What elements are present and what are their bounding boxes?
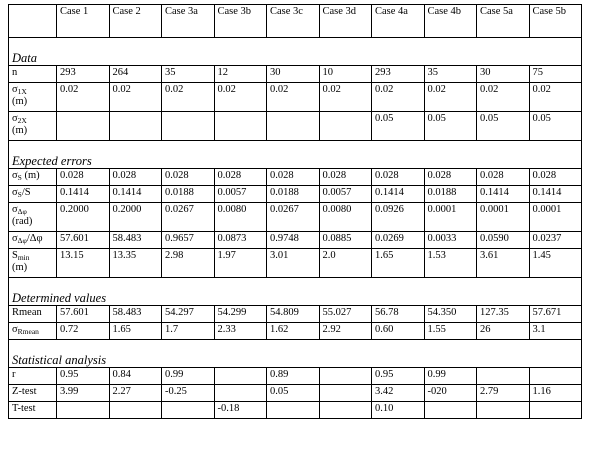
table-row (9, 385, 582, 402)
table-cell: 0.0885 (319, 232, 372, 249)
section-header-row (9, 141, 582, 169)
table-cell (267, 112, 320, 141)
table-cell: 0.95 (372, 368, 425, 385)
row-label-symbol: σ (12, 233, 18, 244)
table-row (9, 83, 582, 112)
row-label-symbol: Z-test (12, 386, 37, 397)
table-cell (477, 368, 530, 385)
table-cell: 0.028 (372, 169, 425, 186)
table-cell: 2.0 (319, 249, 372, 278)
row-label-unit: (m) (12, 96, 28, 107)
table-cell: 0.028 (109, 169, 162, 186)
row-label (9, 186, 57, 203)
row-label-suffix: (m) (21, 170, 40, 181)
table-row (9, 368, 582, 385)
table-cell: 57.601 (57, 232, 110, 249)
table-cell: 0.99 (424, 368, 477, 385)
table-cell: 58.483 (109, 232, 162, 249)
row-label-symbol: r (12, 369, 16, 380)
row-label-unit: (m) (12, 262, 28, 273)
table-row (9, 112, 582, 141)
table-cell: 0.02 (319, 83, 372, 112)
table-cell: 75 (529, 66, 582, 83)
row-label-symbol: S (12, 250, 18, 261)
section-title: Statistical analysis (9, 340, 582, 368)
table-cell: 1.62 (267, 323, 320, 340)
table-cell: 0.02 (162, 83, 215, 112)
column-header: Case 3c (267, 5, 320, 38)
table-cell: 3.01 (267, 249, 320, 278)
table-cell: 3.1 (529, 323, 582, 340)
table-cell: 35 (162, 66, 215, 83)
row-label (9, 385, 57, 402)
column-header: Case 3b (214, 5, 267, 38)
table-cell: 0.0590 (477, 232, 530, 249)
table-cell: 0.028 (424, 169, 477, 186)
table-cell: 13.35 (109, 249, 162, 278)
table-cell: 58.483 (109, 306, 162, 323)
table-cell (214, 368, 267, 385)
row-label (9, 83, 57, 112)
table-cell: 293 (372, 66, 425, 83)
table-cell: 13.15 (57, 249, 110, 278)
row-label (9, 249, 57, 278)
row-label (9, 169, 57, 186)
table-cell: 30 (267, 66, 320, 83)
row-label-symbol: Rmean (12, 307, 42, 318)
table-cell: 55.027 (319, 306, 372, 323)
row-label-suffix: /Δφ (26, 233, 43, 244)
table-cell: 0.72 (57, 323, 110, 340)
table-cell: 0.0267 (267, 203, 320, 232)
row-label-subscript: S (17, 173, 22, 182)
table-cell: 3.61 (477, 249, 530, 278)
table-cell (477, 402, 530, 419)
table-cell: 0.02 (477, 83, 530, 112)
table-cell: 2.92 (319, 323, 372, 340)
table-cell: 54.297 (162, 306, 215, 323)
row-label-symbol: σ (12, 204, 18, 215)
table-cell: 0.1414 (57, 186, 110, 203)
results-table-body (9, 5, 582, 419)
table-cell: 0.0188 (267, 186, 320, 203)
table-cell: 54.350 (424, 306, 477, 323)
table-row (9, 203, 582, 232)
column-header: Case 5a (477, 5, 530, 38)
table-cell: 0.05 (529, 112, 582, 141)
table-cell (424, 402, 477, 419)
table-row (9, 323, 582, 340)
row-label-subscript: Δφ (17, 207, 27, 216)
section-title: Data (9, 38, 582, 66)
table-cell: 0.05 (372, 112, 425, 141)
table-cell: 0.028 (162, 169, 215, 186)
table-cell: 0.05 (424, 112, 477, 141)
row-label (9, 306, 57, 323)
row-label-symbol: σ (12, 324, 18, 335)
table-cell: 1.65 (372, 249, 425, 278)
table-cell (319, 368, 372, 385)
table-cell: 0.84 (109, 368, 162, 385)
header-corner-cell (9, 5, 57, 38)
table-cell: 0.02 (57, 83, 110, 112)
table-cell (162, 112, 215, 141)
table-cell: 0.05 (477, 112, 530, 141)
table-cell: 0.60 (372, 323, 425, 340)
table-cell (162, 402, 215, 419)
row-label-subscript: Δφ (17, 236, 27, 245)
table-cell: 0.028 (214, 169, 267, 186)
section-header-row (9, 278, 582, 306)
results-table (8, 4, 582, 419)
table-cell: 0.02 (372, 83, 425, 112)
row-label-unit: (rad) (12, 216, 33, 227)
row-label-unit: (m) (12, 125, 28, 136)
table-cell: 0.02 (214, 83, 267, 112)
table-cell: 293 (57, 66, 110, 83)
column-header: Case 2 (109, 5, 162, 38)
table-cell: 0.0057 (319, 186, 372, 203)
row-label-symbol: σ (12, 170, 18, 181)
table-cell: 127.35 (477, 306, 530, 323)
row-label (9, 112, 57, 141)
table-cell: 2.27 (109, 385, 162, 402)
table-cell (529, 368, 582, 385)
table-cell: -020 (424, 385, 477, 402)
table-cell: -0.18 (214, 402, 267, 419)
row-label (9, 368, 57, 385)
table-cell: 3.99 (57, 385, 110, 402)
table-cell (214, 385, 267, 402)
table-cell: 10 (319, 66, 372, 83)
table-row (9, 306, 582, 323)
row-label (9, 203, 57, 232)
table-row (9, 232, 582, 249)
table-cell: 0.02 (529, 83, 582, 112)
table-row (9, 402, 582, 419)
table-cell: 0.1414 (477, 186, 530, 203)
table-cell: 0.10 (372, 402, 425, 419)
table-cell: 0.1414 (372, 186, 425, 203)
table-cell: 2.98 (162, 249, 215, 278)
section-title: Expected errors (9, 141, 582, 169)
results-table-container (8, 4, 582, 419)
row-label-symbol: σ (12, 113, 18, 124)
column-header: Case 4a (372, 5, 425, 38)
row-label-symbol: σ (12, 84, 18, 95)
table-cell: 35 (424, 66, 477, 83)
table-cell: 0.0237 (529, 232, 582, 249)
table-cell: 1.97 (214, 249, 267, 278)
table-cell: 0.028 (267, 169, 320, 186)
table-cell: 0.0873 (214, 232, 267, 249)
row-label-symbol: σ (12, 187, 18, 198)
table-row (9, 169, 582, 186)
table-cell: 0.0188 (424, 186, 477, 203)
table-cell: 0.1414 (529, 186, 582, 203)
table-cell: 0.028 (477, 169, 530, 186)
row-label-subscript: min (17, 253, 30, 262)
table-cell: 0.02 (424, 83, 477, 112)
table-cell: 0.02 (109, 83, 162, 112)
section-header-row (9, 340, 582, 368)
table-cell: 0.0001 (477, 203, 530, 232)
table-cell (319, 402, 372, 419)
table-row (9, 186, 582, 203)
table-cell: 0.0080 (214, 203, 267, 232)
row-label-suffix: /S (21, 187, 31, 198)
table-cell (319, 385, 372, 402)
table-cell: 0.0001 (424, 203, 477, 232)
table-cell: 1.55 (424, 323, 477, 340)
table-cell: 1.7 (162, 323, 215, 340)
table-cell: 2.79 (477, 385, 530, 402)
table-cell: 0.0267 (162, 203, 215, 232)
table-cell (214, 112, 267, 141)
table-cell: 0.028 (529, 169, 582, 186)
table-row (9, 249, 582, 278)
table-cell: 0.95 (57, 368, 110, 385)
table-cell: 0.2000 (109, 203, 162, 232)
column-header: Case 1 (57, 5, 110, 38)
table-cell: 3.42 (372, 385, 425, 402)
table-cell: 0.028 (319, 169, 372, 186)
row-label-subscript: 2X (17, 116, 27, 125)
table-cell: 1.45 (529, 249, 582, 278)
table-cell: 0.0001 (529, 203, 582, 232)
table-cell: 30 (477, 66, 530, 83)
table-cell: 0.0080 (319, 203, 372, 232)
row-label-symbol: n (12, 67, 18, 78)
table-cell: 12 (214, 66, 267, 83)
table-cell: 57.601 (57, 306, 110, 323)
section-title: Determined values (9, 278, 582, 306)
row-label (9, 66, 57, 83)
table-cell: 0.1414 (109, 186, 162, 203)
row-label (9, 232, 57, 249)
column-header: Case 4b (424, 5, 477, 38)
table-cell: 0.9748 (267, 232, 320, 249)
table-cell: 26 (477, 323, 530, 340)
row-label-symbol: T-test (12, 403, 36, 414)
row-label (9, 323, 57, 340)
table-cell: 54.809 (267, 306, 320, 323)
table-cell: -0.25 (162, 385, 215, 402)
table-cell (57, 402, 110, 419)
row-label-subscript: Rmean (17, 327, 39, 336)
table-cell: 0.2000 (57, 203, 110, 232)
table-cell (57, 112, 110, 141)
table-cell (529, 402, 582, 419)
header-row (9, 5, 582, 38)
table-cell (319, 112, 372, 141)
row-label (9, 402, 57, 419)
table-row (9, 66, 582, 83)
table-cell: 1.53 (424, 249, 477, 278)
table-cell: 264 (109, 66, 162, 83)
column-header: Case 3d (319, 5, 372, 38)
table-cell: 0.0926 (372, 203, 425, 232)
table-cell: 1.16 (529, 385, 582, 402)
table-cell (267, 402, 320, 419)
table-cell (109, 112, 162, 141)
table-cell: 54.299 (214, 306, 267, 323)
table-cell: 0.05 (267, 385, 320, 402)
table-cell: 0.0188 (162, 186, 215, 203)
table-cell: 0.0269 (372, 232, 425, 249)
column-header: Case 5b (529, 5, 582, 38)
table-cell: 0.0057 (214, 186, 267, 203)
table-cell (109, 402, 162, 419)
table-cell: 0.02 (267, 83, 320, 112)
column-header: Case 3a (162, 5, 215, 38)
table-cell: 0.028 (57, 169, 110, 186)
row-label-subscript: S (17, 190, 22, 199)
table-cell: 56.78 (372, 306, 425, 323)
table-cell: 0.99 (162, 368, 215, 385)
section-header-row (9, 38, 582, 66)
table-cell: 0.0033 (424, 232, 477, 249)
table-cell: 0.9657 (162, 232, 215, 249)
table-cell: 0.89 (267, 368, 320, 385)
table-cell: 2.33 (214, 323, 267, 340)
table-cell: 1.65 (109, 323, 162, 340)
table-cell: 57.671 (529, 306, 582, 323)
row-label-subscript: 1X (17, 87, 27, 96)
